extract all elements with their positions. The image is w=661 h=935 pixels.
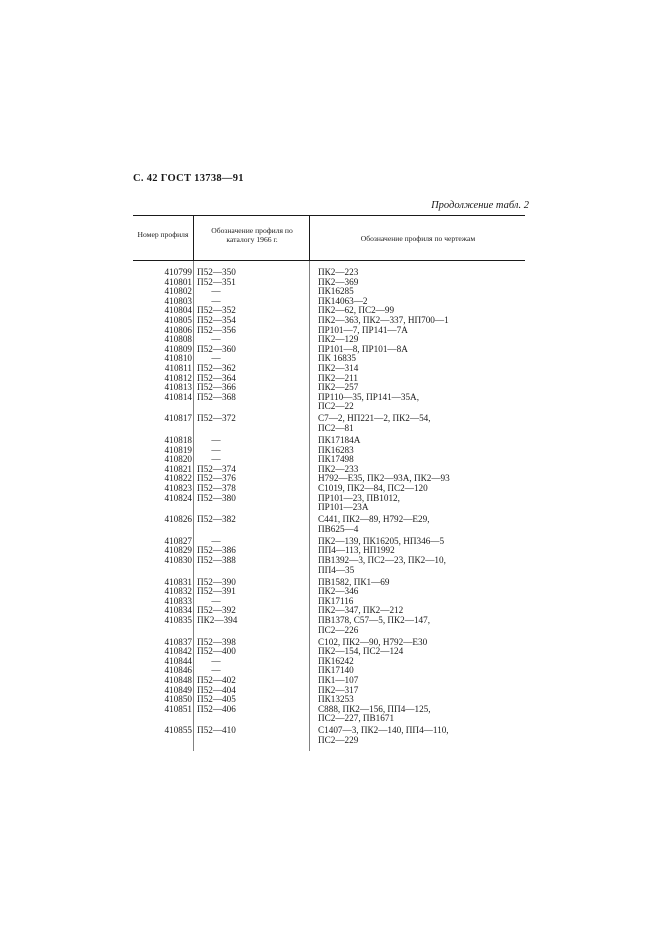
drawing-designation: С441, ПК2—89, Н792—Е29, bbox=[318, 514, 430, 525]
column-divider-1 bbox=[193, 216, 194, 260]
catalog-designation: — bbox=[211, 435, 221, 445]
drawing-designation: ПС2—22 bbox=[318, 401, 354, 412]
catalog-designation: — bbox=[211, 655, 221, 666]
profile-number: 410802 bbox=[164, 286, 192, 297]
drawing-designation: ПВ1378, С57—5, ПК2—147, bbox=[318, 615, 431, 625]
profile-number: 410805 bbox=[164, 315, 192, 325]
catalog-designation: П52—392 bbox=[197, 605, 236, 616]
drawing-designation: ПП4—35 bbox=[318, 564, 355, 575]
drawing-designation: ПС2—227, ПВ1671 bbox=[318, 713, 395, 724]
profile-number: 410855 bbox=[164, 725, 192, 736]
profile-number: 410829 bbox=[164, 545, 192, 556]
catalog-designation: П52—362 bbox=[197, 363, 236, 373]
profile-number: 410830 bbox=[164, 555, 192, 565]
drawing-designation: ПК17140 bbox=[318, 665, 354, 676]
catalog-designation: — bbox=[211, 535, 221, 546]
header-bottom-rule bbox=[133, 260, 525, 261]
drawing-designation: ПК2—154, ПС2—124 bbox=[318, 646, 404, 657]
drawing-designation: ПК16285 bbox=[318, 286, 354, 297]
profile-number: 410806 bbox=[164, 324, 192, 335]
drawing-designation: С7—2, НП221—2, ПК2—54, bbox=[318, 413, 431, 424]
catalog-designation: П52—366 bbox=[197, 382, 236, 393]
drawing-designation: ПР101—23, ПВ1012, bbox=[318, 492, 400, 503]
profile-number: 410821 bbox=[164, 463, 192, 474]
catalog-designation: ПК2—394 bbox=[197, 615, 238, 625]
drawing-designation: С888, ПК2—156, ПП4—125, bbox=[318, 703, 431, 714]
catalog-designation: П52—398 bbox=[197, 636, 236, 647]
drawing-designation: ПС2—226 bbox=[318, 624, 359, 635]
catalog-designation: П52—354 bbox=[197, 315, 236, 325]
catalog-designation: — bbox=[211, 454, 221, 465]
catalog-designation: П52—368 bbox=[197, 391, 236, 402]
column-header-number: Номер профиля bbox=[137, 230, 189, 239]
profile-number: 410842 bbox=[164, 646, 192, 657]
profile-number: 410849 bbox=[164, 684, 192, 695]
catalog-designation: П52—378 bbox=[197, 483, 236, 493]
column-divider-1-body bbox=[193, 261, 194, 751]
catalog-designation: П52—400 bbox=[197, 646, 236, 657]
profile-number: 410824 bbox=[164, 492, 192, 503]
profile-number: 410814 bbox=[164, 391, 192, 402]
catalog-designation: — bbox=[211, 334, 221, 345]
profile-number: 410834 bbox=[164, 605, 192, 616]
profile-number: 410827 bbox=[164, 535, 192, 546]
profile-number: 410801 bbox=[164, 276, 192, 287]
column-header-drawing: Обозначение профиля по чертежам bbox=[360, 234, 476, 243]
drawing-designation: ПП4—113, НП1992 bbox=[318, 545, 395, 556]
catalog-designation: П52—405 bbox=[197, 694, 236, 705]
profile-number: 410848 bbox=[164, 675, 192, 685]
column-divider-2-body bbox=[309, 261, 310, 751]
table-continuation-label: Продолжение табл. 2 bbox=[431, 200, 529, 211]
profile-number: 410804 bbox=[164, 305, 192, 316]
drawing-designation: ПК16242 bbox=[318, 655, 354, 666]
catalog-designation: — bbox=[211, 444, 221, 455]
profile-number: 410844 bbox=[164, 655, 192, 666]
drawing-designation: ПК 16835 bbox=[318, 353, 357, 364]
catalog-designation: П52—380 bbox=[197, 492, 236, 503]
catalog-designation: П52—351 bbox=[197, 276, 236, 287]
drawing-designation: ПР101—23А bbox=[318, 502, 369, 513]
drawing-designation: ПК1—107 bbox=[318, 675, 359, 685]
drawing-designation: ПК2—62, ПС2—99 bbox=[318, 305, 395, 316]
drawing-designation: ПК17116 bbox=[318, 595, 354, 606]
drawing-designation: ПС2—81 bbox=[318, 422, 354, 433]
drawing-designation: С102, ПК2—90, Н792—Е30 bbox=[318, 636, 428, 647]
catalog-designation: П52—356 bbox=[197, 324, 236, 335]
catalog-designation: П52—360 bbox=[197, 343, 236, 354]
table-top-rule bbox=[133, 215, 525, 216]
profile-number: 410813 bbox=[164, 382, 192, 393]
drawing-designation: ПК17498 bbox=[318, 454, 354, 465]
catalog-designation: — bbox=[211, 665, 221, 676]
drawing-designation: ПК2—347, ПК2—212 bbox=[318, 605, 404, 616]
drawing-designation: ПК2—257 bbox=[318, 382, 359, 393]
catalog-designation: П52—402 bbox=[197, 675, 236, 685]
profile-number: 410808 bbox=[164, 334, 192, 345]
catalog-designation: П52—376 bbox=[197, 473, 236, 484]
drawing-designation: ПК16283 bbox=[318, 444, 354, 455]
catalog-designation: П52—372 bbox=[197, 413, 236, 424]
catalog-designation: П52—391 bbox=[197, 586, 236, 597]
drawing-designation: ПК2—317 bbox=[318, 684, 359, 695]
catalog-designation: П52—406 bbox=[197, 703, 236, 714]
drawing-designation: С1019, ПК2—84, ПС2—120 bbox=[318, 483, 428, 493]
drawing-designation: ПВ1392—3, ПС2—23, ПК2—10, bbox=[318, 555, 446, 565]
drawing-designation: ПК2—369 bbox=[318, 276, 359, 287]
profile-number: 410799 bbox=[164, 267, 192, 277]
catalog-designation: П52—352 bbox=[197, 305, 236, 316]
profile-number: 410822 bbox=[164, 473, 192, 484]
drawing-designation: ПВ1582, ПК1—69 bbox=[318, 576, 390, 587]
drawing-designation: ПК2—363, ПК2—337, НП700—1 bbox=[318, 315, 449, 325]
catalog-designation: П52—388 bbox=[197, 555, 236, 565]
drawing-designation: ПК2—223 bbox=[318, 267, 359, 277]
catalog-designation: П52—386 bbox=[197, 545, 236, 556]
profile-number: 410818 bbox=[164, 435, 192, 445]
drawing-designation: Н792—Е35, ПК2—93А, ПК2—93 bbox=[318, 473, 450, 484]
drawing-designation: ПК2—346 bbox=[318, 586, 359, 597]
page-header: С. 42 ГОСТ 13738—91 bbox=[133, 173, 244, 184]
profile-number: 410826 bbox=[164, 514, 192, 525]
profile-number: 410846 bbox=[164, 665, 192, 676]
catalog-designation: П52—374 bbox=[197, 463, 236, 474]
drawing-designation: ПК17184А bbox=[318, 435, 361, 445]
catalog-designation: — bbox=[211, 295, 221, 306]
profile-number: 410810 bbox=[164, 353, 192, 364]
catalog-designation: П52—364 bbox=[197, 372, 236, 383]
drawing-designation: ПВ625—4 bbox=[318, 523, 359, 534]
column-divider-2 bbox=[309, 216, 310, 260]
drawing-designation: ПК13253 bbox=[318, 694, 354, 705]
drawing-designation: ПР101—8, ПР101—8А bbox=[318, 343, 408, 354]
profile-number: 410823 bbox=[164, 483, 192, 493]
drawing-designation: ПК2—139, ПК16205, НП346—5 bbox=[318, 535, 445, 546]
catalog-designation: П52—390 bbox=[197, 576, 236, 587]
drawing-designation: ПР110—35, ПР141—35А, bbox=[318, 391, 419, 402]
drawing-designation: ПР101—7, ПР141—7А bbox=[318, 324, 408, 335]
drawing-designation: ПК2—129 bbox=[318, 334, 359, 345]
drawing-designation: ПК2—211 bbox=[318, 372, 358, 383]
profile-number: 410820 bbox=[164, 454, 192, 465]
profile-number: 410837 bbox=[164, 636, 192, 647]
column-header-catalog: Обозначение профиля по каталогу 1966 г. bbox=[211, 226, 293, 244]
profile-number: 410811 bbox=[164, 363, 192, 373]
profile-number: 410831 bbox=[164, 576, 192, 587]
drawing-designation: ПС2—229 bbox=[318, 734, 359, 745]
profile-number: 410819 bbox=[164, 444, 192, 455]
profile-number: 410833 bbox=[164, 595, 192, 606]
drawing-designation: С1407—3, ПК2—140, ПП4—110, bbox=[318, 725, 449, 736]
drawing-designation: ПК14063—2 bbox=[318, 295, 368, 306]
profile-number: 410803 bbox=[164, 295, 192, 306]
profile-number: 410851 bbox=[164, 703, 192, 714]
catalog-designation: П52—350 bbox=[197, 267, 236, 277]
profile-number: 410809 bbox=[164, 343, 192, 354]
catalog-designation: П52—404 bbox=[197, 684, 236, 695]
catalog-designation: П52—410 bbox=[197, 725, 236, 736]
catalog-designation: — bbox=[211, 353, 221, 364]
profile-number: 410850 bbox=[164, 694, 192, 705]
profile-number: 410817 bbox=[164, 413, 192, 424]
drawing-designation: ПК2—314 bbox=[318, 363, 359, 373]
catalog-designation: — bbox=[211, 286, 221, 297]
catalog-designation: — bbox=[211, 595, 221, 606]
drawing-designation: ПК2—233 bbox=[318, 463, 359, 474]
profile-number: 410835 bbox=[164, 615, 192, 625]
catalog-designation: П52—382 bbox=[197, 514, 236, 525]
profile-number: 410832 bbox=[164, 586, 192, 597]
profile-number: 410812 bbox=[164, 372, 192, 383]
